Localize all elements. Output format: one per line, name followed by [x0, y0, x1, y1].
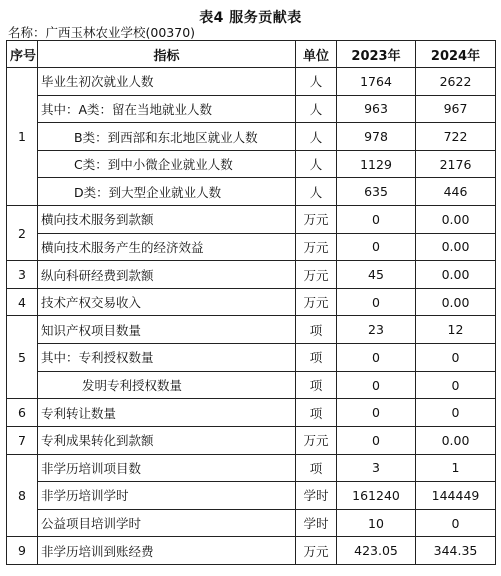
row-number: 3	[7, 261, 38, 289]
indicator-cell: 横向技术服务到款额	[38, 206, 296, 234]
unit-cell: 学时	[296, 482, 337, 510]
unit-cell: 万元	[296, 537, 337, 565]
value-2023-cell: 635	[337, 178, 416, 206]
unit-cell: 万元	[296, 261, 337, 289]
unit-cell: 项	[296, 399, 337, 427]
value-2023-cell: 963	[337, 95, 416, 123]
value-2023-cell: 0	[337, 399, 416, 427]
unit-cell: 人	[296, 68, 337, 96]
unit-cell: 万元	[296, 426, 337, 454]
table-row	[7, 261, 496, 289]
table-row	[7, 509, 496, 537]
value-2024-cell: 0.00	[416, 233, 496, 261]
unit-cell: 项	[296, 316, 337, 344]
value-2024-cell: 0.00	[416, 426, 496, 454]
table-row	[7, 316, 496, 344]
service-contribution-table	[6, 40, 496, 565]
school-name: 名称：广西玉林农业学校(00370)	[8, 25, 196, 40]
value-2024-cell: 0.00	[416, 206, 496, 234]
value-2024-cell: 722	[416, 123, 496, 151]
indicator-cell: 知识产权项目数量	[38, 316, 296, 344]
row-number: 2	[7, 206, 38, 261]
indicator-cell: 专利转让数量	[38, 399, 296, 427]
table-header-row	[7, 41, 496, 68]
row-number: 7	[7, 426, 38, 454]
unit-cell: 万元	[296, 233, 337, 261]
indicator-cell: 毕业生初次就业人数	[38, 68, 296, 96]
header-2023: 2023年	[337, 41, 416, 68]
indicator-cell: B类：到西部和东北地区就业人数	[38, 123, 296, 151]
table-row	[7, 399, 496, 427]
row-number: 8	[7, 454, 38, 537]
value-2024-cell: 0	[416, 371, 496, 399]
row-number: 6	[7, 399, 38, 427]
value-2024-cell: 2622	[416, 68, 496, 96]
value-2023-cell: 0	[337, 233, 416, 261]
table-row	[7, 178, 496, 206]
row-number: 4	[7, 288, 38, 316]
value-2023-cell: 45	[337, 261, 416, 289]
unit-cell: 人	[296, 178, 337, 206]
table-row	[7, 454, 496, 482]
value-2023-cell: 0	[337, 344, 416, 372]
indicator-cell: 技术产权交易收入	[38, 288, 296, 316]
value-2023-cell: 23	[337, 316, 416, 344]
unit-cell: 人	[296, 150, 337, 178]
table-row	[7, 68, 496, 96]
value-2024-cell: 0	[416, 509, 496, 537]
indicator-cell: 非学历培训到账经费	[38, 537, 296, 565]
indicator-cell: 其中：A类：留在当地就业人数	[38, 95, 296, 123]
value-2023-cell: 161240	[337, 482, 416, 510]
table-title: 表4 服务贡献表	[199, 10, 302, 26]
value-2023-cell: 423.05	[337, 537, 416, 565]
table-row	[7, 123, 496, 151]
unit-cell: 万元	[296, 206, 337, 234]
row-number: 9	[7, 537, 38, 565]
table-row	[7, 482, 496, 510]
indicator-cell: C类：到中小微企业就业人数	[38, 150, 296, 178]
value-2024-cell: 0	[416, 399, 496, 427]
value-2024-cell: 2176	[416, 150, 496, 178]
value-2023-cell: 10	[337, 509, 416, 537]
indicator-cell: 横向技术服务产生的经济效益	[38, 233, 296, 261]
indicator-cell: 发明专利授权数量	[38, 371, 296, 399]
table-row	[7, 288, 496, 316]
table-row	[7, 537, 496, 565]
value-2023-cell: 978	[337, 123, 416, 151]
value-2024-cell: 344.35	[416, 537, 496, 565]
value-2024-cell: 144449	[416, 482, 496, 510]
value-2023-cell: 3	[337, 454, 416, 482]
indicator-cell: 其中：专利授权数量	[38, 344, 296, 372]
indicator-cell: D类：到大型企业就业人数	[38, 178, 296, 206]
unit-cell: 项	[296, 454, 337, 482]
value-2024-cell: 0.00	[416, 261, 496, 289]
value-2024-cell: 12	[416, 316, 496, 344]
indicator-cell: 非学历培训项目数	[38, 454, 296, 482]
value-2023-cell: 0	[337, 288, 416, 316]
value-2023-cell: 0	[337, 371, 416, 399]
header-2024: 2024年	[416, 41, 496, 68]
unit-cell: 项	[296, 344, 337, 372]
row-number: 5	[7, 316, 38, 399]
value-2024-cell: 0.00	[416, 288, 496, 316]
table-row	[7, 206, 496, 234]
indicator-cell: 专利成果转化到款额	[38, 426, 296, 454]
value-2023-cell: 0	[337, 206, 416, 234]
table-row	[7, 344, 496, 372]
table-row	[7, 233, 496, 261]
unit-cell: 万元	[296, 288, 337, 316]
value-2023-cell: 1764	[337, 68, 416, 96]
header-indicator: 指标	[38, 41, 296, 68]
value-2024-cell: 1	[416, 454, 496, 482]
value-2023-cell: 0	[337, 426, 416, 454]
header-unit: 单位	[296, 41, 337, 68]
row-number: 1	[7, 68, 38, 206]
table-row	[7, 150, 496, 178]
value-2023-cell: 1129	[337, 150, 416, 178]
unit-cell: 学时	[296, 509, 337, 537]
unit-cell: 人	[296, 95, 337, 123]
value-2024-cell: 0	[416, 344, 496, 372]
unit-cell: 人	[296, 123, 337, 151]
header-no: 序号	[7, 41, 38, 68]
table-row	[7, 371, 496, 399]
value-2024-cell: 446	[416, 178, 496, 206]
indicator-cell: 公益项目培训学时	[38, 509, 296, 537]
indicator-cell: 非学历培训学时	[38, 482, 296, 510]
table-row	[7, 95, 496, 123]
table-row	[7, 426, 496, 454]
value-2024-cell: 967	[416, 95, 496, 123]
indicator-cell: 纵向科研经费到款额	[38, 261, 296, 289]
unit-cell: 项	[296, 371, 337, 399]
